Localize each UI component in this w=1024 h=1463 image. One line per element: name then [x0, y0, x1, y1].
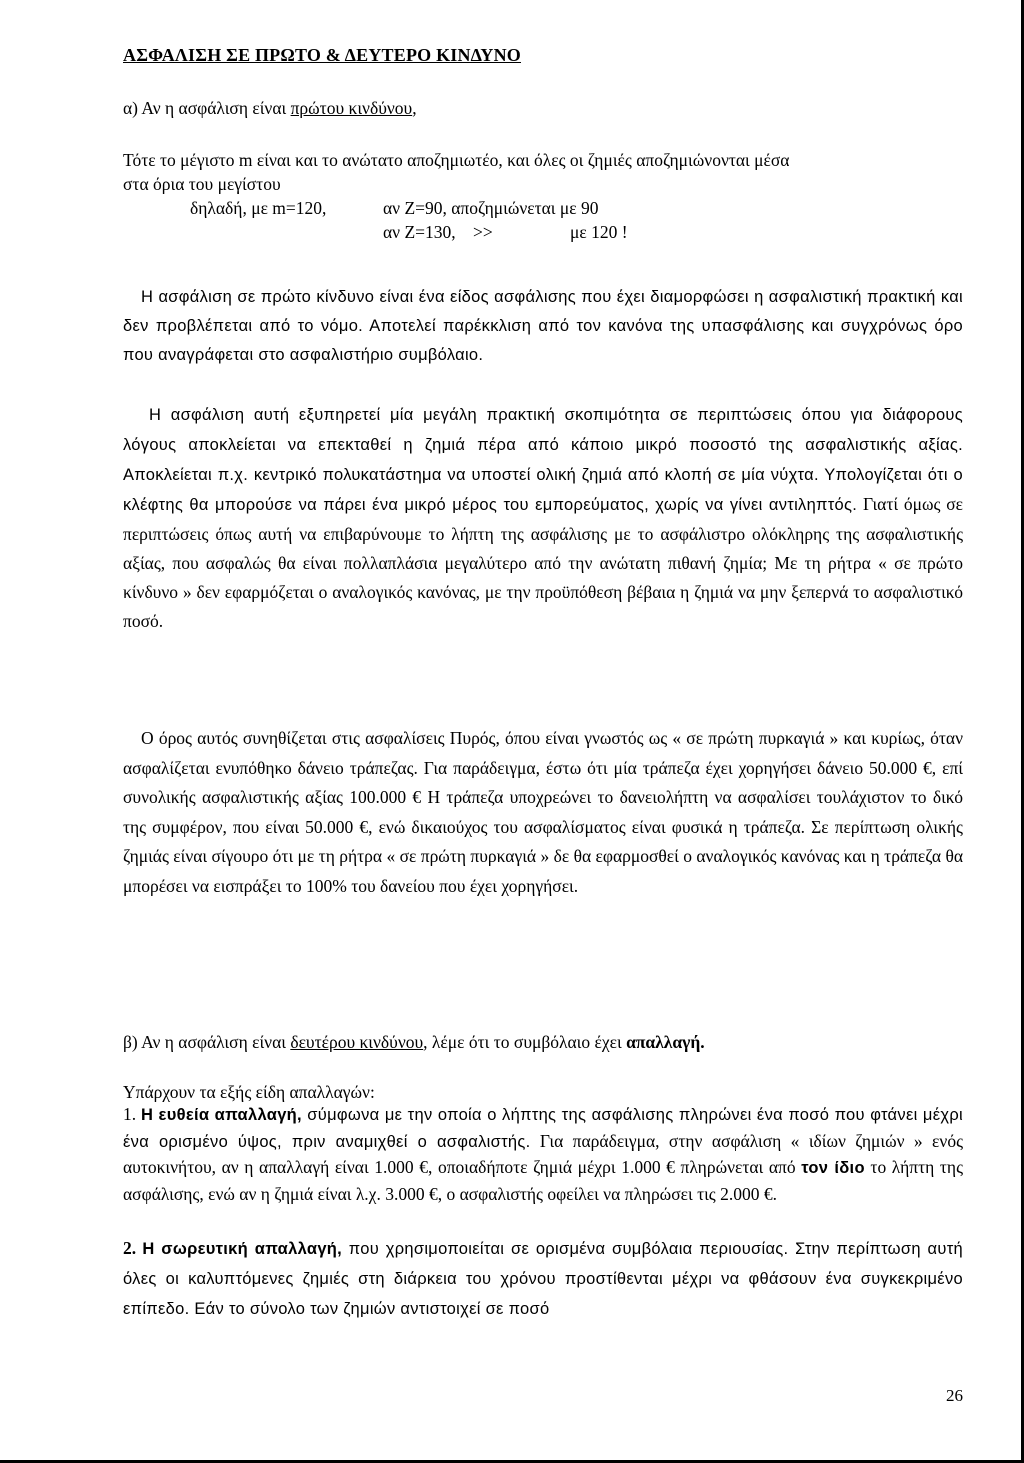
page-number: 26	[946, 1386, 963, 1405]
item2-number: 2.	[123, 1238, 137, 1258]
item1-text-1: σύμφωνα με την οποία ο λήπτης της ασφάλισης πληρώνει ένα ποσό που φτάνει μέχρι ένα ορισμένο ύψος, πριν αναμιχθεί ο ασφαλιστής.	[123, 1106, 963, 1151]
item2-text-1: που χρησιμοποιείται σε ορισμένα συμβόλαια περιουσίας. Στην περίπτωση αυτή όλες οι καλυπτόμενες ζημιές στη διάρκεια του χρόνου προστίθενται μέχρι να φθάσουν ένα συγκεκριμένο επίπεδο. Εάν το σύνολο των ζημιών αντιστοιχεί σε ποσό	[123, 1240, 963, 1318]
page-title: ΑΣΦΑΛΙΣΗ ΣΕ ΠΡΩΤΟ & ΔΕΥΤΕΡΟ ΚΙΝΔΥΝΟ	[123, 45, 521, 65]
section-a-suffix: ,	[412, 98, 417, 118]
section-b-bold: απαλλαγή.	[626, 1032, 705, 1052]
example-1-right: αν Z=90, αποζημιώνεται με 90	[383, 198, 599, 218]
example-2-right: με 120 !	[570, 222, 628, 242]
p3-serif-text: Γιατί όμως σε περιπτώσεις όπως αυτή να επιβαρύνουμε το λήπτη της ασφάλισης με το ασφάλιστρο ολόκληρης της ασφαλιστικής αξίας, που ασφαλώς θα είναι πολλαπλάσια μεγαλύτερο από την ανώτατη πιθανή ζημία; Με τη ρήτρα « σε πρώτο κίνδυνο » δεν εφαρμόζεται ο αναλογικός κανόνας, με την προϋπόθεση βέβαια η ζημιά να μην ξεπερνά το ασφαλιστικό ποσό.	[123, 494, 964, 631]
p1-line-1: Τότε το μέγιστο m είναι και το ανώτατο αποζημιωτέο, και όλες οι ζημιές αποζημιώνονται μέσα	[123, 150, 790, 170]
item1-bold-2: τον ίδιο	[801, 1159, 865, 1177]
item2-bold: Η σωρευτική απαλλαγή,	[142, 1240, 343, 1258]
section-b-heading	[123, 1030, 963, 1054]
section-b-underlined: δευτέρου κινδύνου	[290, 1032, 424, 1052]
list-item-cumulative-deductible	[123, 1234, 963, 1324]
section-a-underlined: πρώτου κινδύνου	[290, 98, 413, 118]
paragraph-first-risk-definition: Η ασφάλιση σε πρώτο κίνδυνο είναι ένα είδος ασφάλισης που έχει διαμορφώσει η ασφαλιστική πρακτική και δεν προβλέπεται από το νόμο. Αποτελεί παρέκκλιση από τον κανόνα της υπασφάλισης και συγχρόνως όρο που αναγράφεται στο ασφαλιστήριο συμβόλαιο.	[123, 288, 963, 364]
list-item-straight-deductible	[123, 1102, 963, 1207]
types-intro: Υπάρχουν τα εξής είδη απαλλαγών:	[123, 1082, 375, 1102]
example-2-mid: >>	[473, 222, 493, 242]
item1-text-2: Για παράδειγμα, στην ασφάλιση « ιδίων ζημιών » ενός αυτοκινήτου, αν η απαλλαγή είναι 1.000 €, οποιαδήποτε ζημιά μέχρι 1.000 € πληρώνεται από	[123, 1130, 963, 1177]
item1-number: 1.	[123, 1104, 137, 1124]
p1-line-2: στα όρια του μεγίστου	[123, 174, 281, 194]
section-a-heading	[123, 96, 963, 120]
paragraph-max-indemnity	[123, 148, 963, 196]
paragraph-fire-insurance: Ο όρος αυτός συνηθίζεται στις ασφαλίσεις Πυρός, όπου είναι γνωστός ως « σε πρώτη πυρκαγιά » και κυρίως, όταν ασφαλίζεται ενυπόθηκο δάνειο τράπεζας. Για παράδειγμα, έστω ότι μία τράπεζα έχει χορηγήσει δάνειο 50.000 €, επί συνολικής ασφαλιστικής αξίας 100.000 € Η τράπεζα υποχρεώνει το δανειολήπτη να ασφαλίσει τουλάχιστον το δικό της συμφέρον, που είναι 50.000 €, ενώ δικαιούχος του ασφαλίσματος είναι φυσικά η τράπεζα. Σε περίπτωση ολικής ζημιάς είναι σίγουρο ότι με τη ρήτρα « σε πρώτη πυρκαγιά » δε θα εφαρμοσθεί ο αναλογικός κανόνας και η τράπεζα θα μπορέσει να εισπράξει το 100% του δανείου που έχει χορηγήσει.	[123, 728, 963, 896]
item1-text-3: το λήπτη της ασφάλισης, ενώ αν η ζημιά είναι λ.χ. 3.000 €, ο ασφαλιστής οφείλει να πληρώσει τις 2.000 €.	[123, 1157, 964, 1204]
example-1-left: δηλαδή, με m=120,	[190, 198, 327, 218]
section-b-middle: , λέμε ότι το συμβόλαιο έχει	[423, 1032, 627, 1052]
section-a-prefix: α) Αν η ασφάλιση είναι	[123, 98, 291, 118]
p3-sans-text: Η ασφάλιση αυτή εξυπηρετεί μία μεγάλη πρακτική σκοπιμότητα σε περιπτώσεις όπου για διάφορους λόγους αποκλείεται να επεκταθεί η ζημιά πέρα από κάποιο μικρό ποσοστό της ασφαλιστικής αξίας. Αποκλείεται π.χ. κεντρικό πολυκατάστημα να υποστεί ολική ζημιά από κλοπή σε μία νύχτα. Υπολογίζεται ότι ο κλέφτης θα μπορούσε να πάρει ένα μικρό μέρος του εμπορεύματος, χωρίς να γίνει αντιληπτός.	[123, 406, 963, 514]
section-b-prefix: β) Αν η ασφάλιση είναι	[123, 1032, 291, 1052]
example-2-left: αν Z=130,	[383, 222, 456, 242]
paragraph-practical-purpose	[123, 400, 963, 636]
item1-bold: Η ευθεία απαλλαγή,	[140, 1106, 302, 1124]
